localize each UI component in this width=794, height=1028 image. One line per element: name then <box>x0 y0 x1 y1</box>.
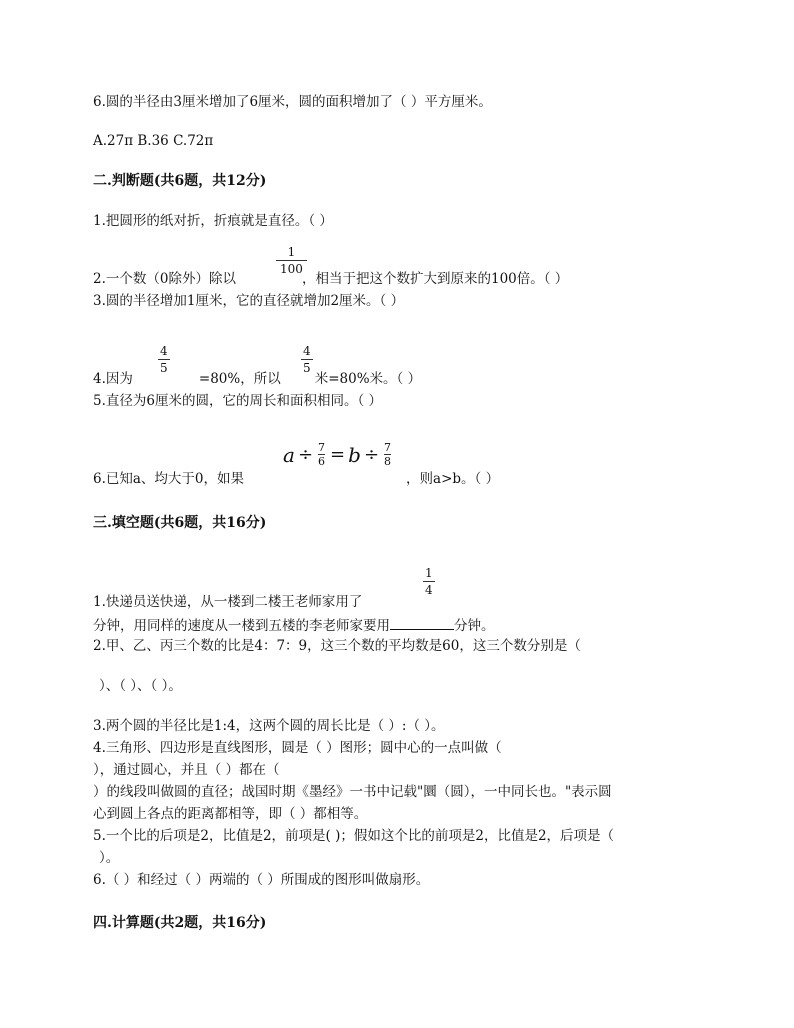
judge-q2 <box>93 273 568 287</box>
fill-q5-line2: ）。 <box>99 850 120 866</box>
section-heading-fill: 三.填空题(共6题，共16分) <box>93 515 267 531</box>
judge-q6-equation <box>283 442 393 467</box>
fraction-numerator: 7 <box>318 441 326 454</box>
judge-q4-mid: =80%，所以 <box>198 371 281 387</box>
math-fraction-1 <box>318 442 325 467</box>
math-fraction-2 <box>384 442 391 467</box>
fraction-denominator: 100 <box>276 260 307 275</box>
fraction-denominator: 5 <box>160 361 168 375</box>
judge-q6-after: ，则a>b。（ ） <box>406 471 500 487</box>
fill-q4-line2: ），通过圆心，并且（ ）都在（ <box>93 762 280 778</box>
fill-q2-line1: 2.甲、乙、丙三个数的比是4：7：9，这三个数的平均数是60，这三个数分别是（ <box>93 638 581 654</box>
fraction-numerator: 1 <box>425 566 433 580</box>
judge-q4 <box>93 373 421 387</box>
judge-q5: 5.直径为6厘米的圆，它的周长和面积相同。（ ） <box>93 393 383 409</box>
fill-q4-line3: ）的线段叫做圆的直径；战国时期《墨经》一书中记载"圜（圆），一中同长也。"表示圆 <box>93 784 612 800</box>
judge-q2-before: 2.一个数（0除外）除以 <box>93 271 236 287</box>
answer-blank[interactable] <box>390 617 454 630</box>
fill-q4-line1: 4.三角形、四边形是直线图形，圆是（ ）图形；圆中心的一点叫做（ <box>93 740 502 756</box>
question-options: A.27π B.36 C.72π <box>93 133 214 149</box>
fill-q3: 3.两个圆的半径比是1:4，这两个圆的周长比是（ ）:（ ）。 <box>93 718 445 734</box>
fraction-numerator: 7 <box>384 441 392 454</box>
math-equals-sign: = <box>330 444 346 465</box>
fill-q1-line2 <box>93 617 495 634</box>
fill-q1-line1: 1.快递员送快递，从一楼到二楼王老师家用了 <box>93 594 363 610</box>
question-text: 6.圆的半径由3厘米增加了6厘米，圆的面积增加了（ ）平方厘米。 <box>93 94 492 110</box>
judge-q4-after: 米=80%米。（ ） <box>314 371 422 387</box>
judge-q4-fraction-2 <box>301 345 313 374</box>
fraction-denominator: 6 <box>318 455 326 468</box>
math-divide-sign: ÷ <box>363 444 380 465</box>
math-variable-a: a <box>283 442 295 467</box>
fill-q2-line2: ）、（ ）、（ ）。 <box>99 678 182 694</box>
judge-q2-after: ，相当于把这个数扩大到原来的100倍。（ ） <box>301 271 569 287</box>
judge-q2-fraction <box>276 246 307 275</box>
fill-q4-line4: 心到圆上各点的距离都相等，即（ ）都相等。 <box>93 806 368 822</box>
math-variable-b: b <box>348 442 361 467</box>
judge-q6-before: 6.已知a、均大于0，如果 <box>93 471 245 487</box>
judge-q4-fraction-1 <box>158 345 170 374</box>
fraction-denominator: 5 <box>303 361 311 375</box>
fill-q6: 6.（ ）和经过（ ）两端的（ ）所围成的图形叫做扇形。 <box>93 872 430 888</box>
fraction-denominator: 4 <box>425 583 433 597</box>
fill-q5-line1: 5.一个比的后项是2，比值是2，前项是( )；假如这个比的前项是2，比值是2，后项是（ <box>93 828 615 844</box>
math-divide-sign: ÷ <box>297 444 314 465</box>
fraction-numerator: 4 <box>160 344 168 358</box>
section-heading-calc: 四.计算题(共2题，共16分) <box>93 915 267 931</box>
fraction-numerator: 4 <box>303 344 311 358</box>
judge-q3: 3.圆的半径增加1厘米，它的直径就增加2厘米。（ ） <box>93 293 405 309</box>
judge-q4-before: 4.因为 <box>93 371 133 387</box>
judge-q6 <box>93 473 499 487</box>
fill-q1-fraction <box>423 567 435 596</box>
fraction-numerator: 1 <box>287 245 296 259</box>
judge-q1: 1.把圆形的纸对折，折痕就是直径。（ ） <box>93 213 333 229</box>
section-heading-judge: 二.判断题(共6题，共12分) <box>93 173 267 189</box>
fill-q1-line2-after: 分钟。 <box>454 618 495 634</box>
fraction-denominator: 8 <box>384 455 392 468</box>
fill-q1-line2-before: 分钟，用同样的速度从一楼到五楼的李老师家要用 <box>93 618 390 634</box>
